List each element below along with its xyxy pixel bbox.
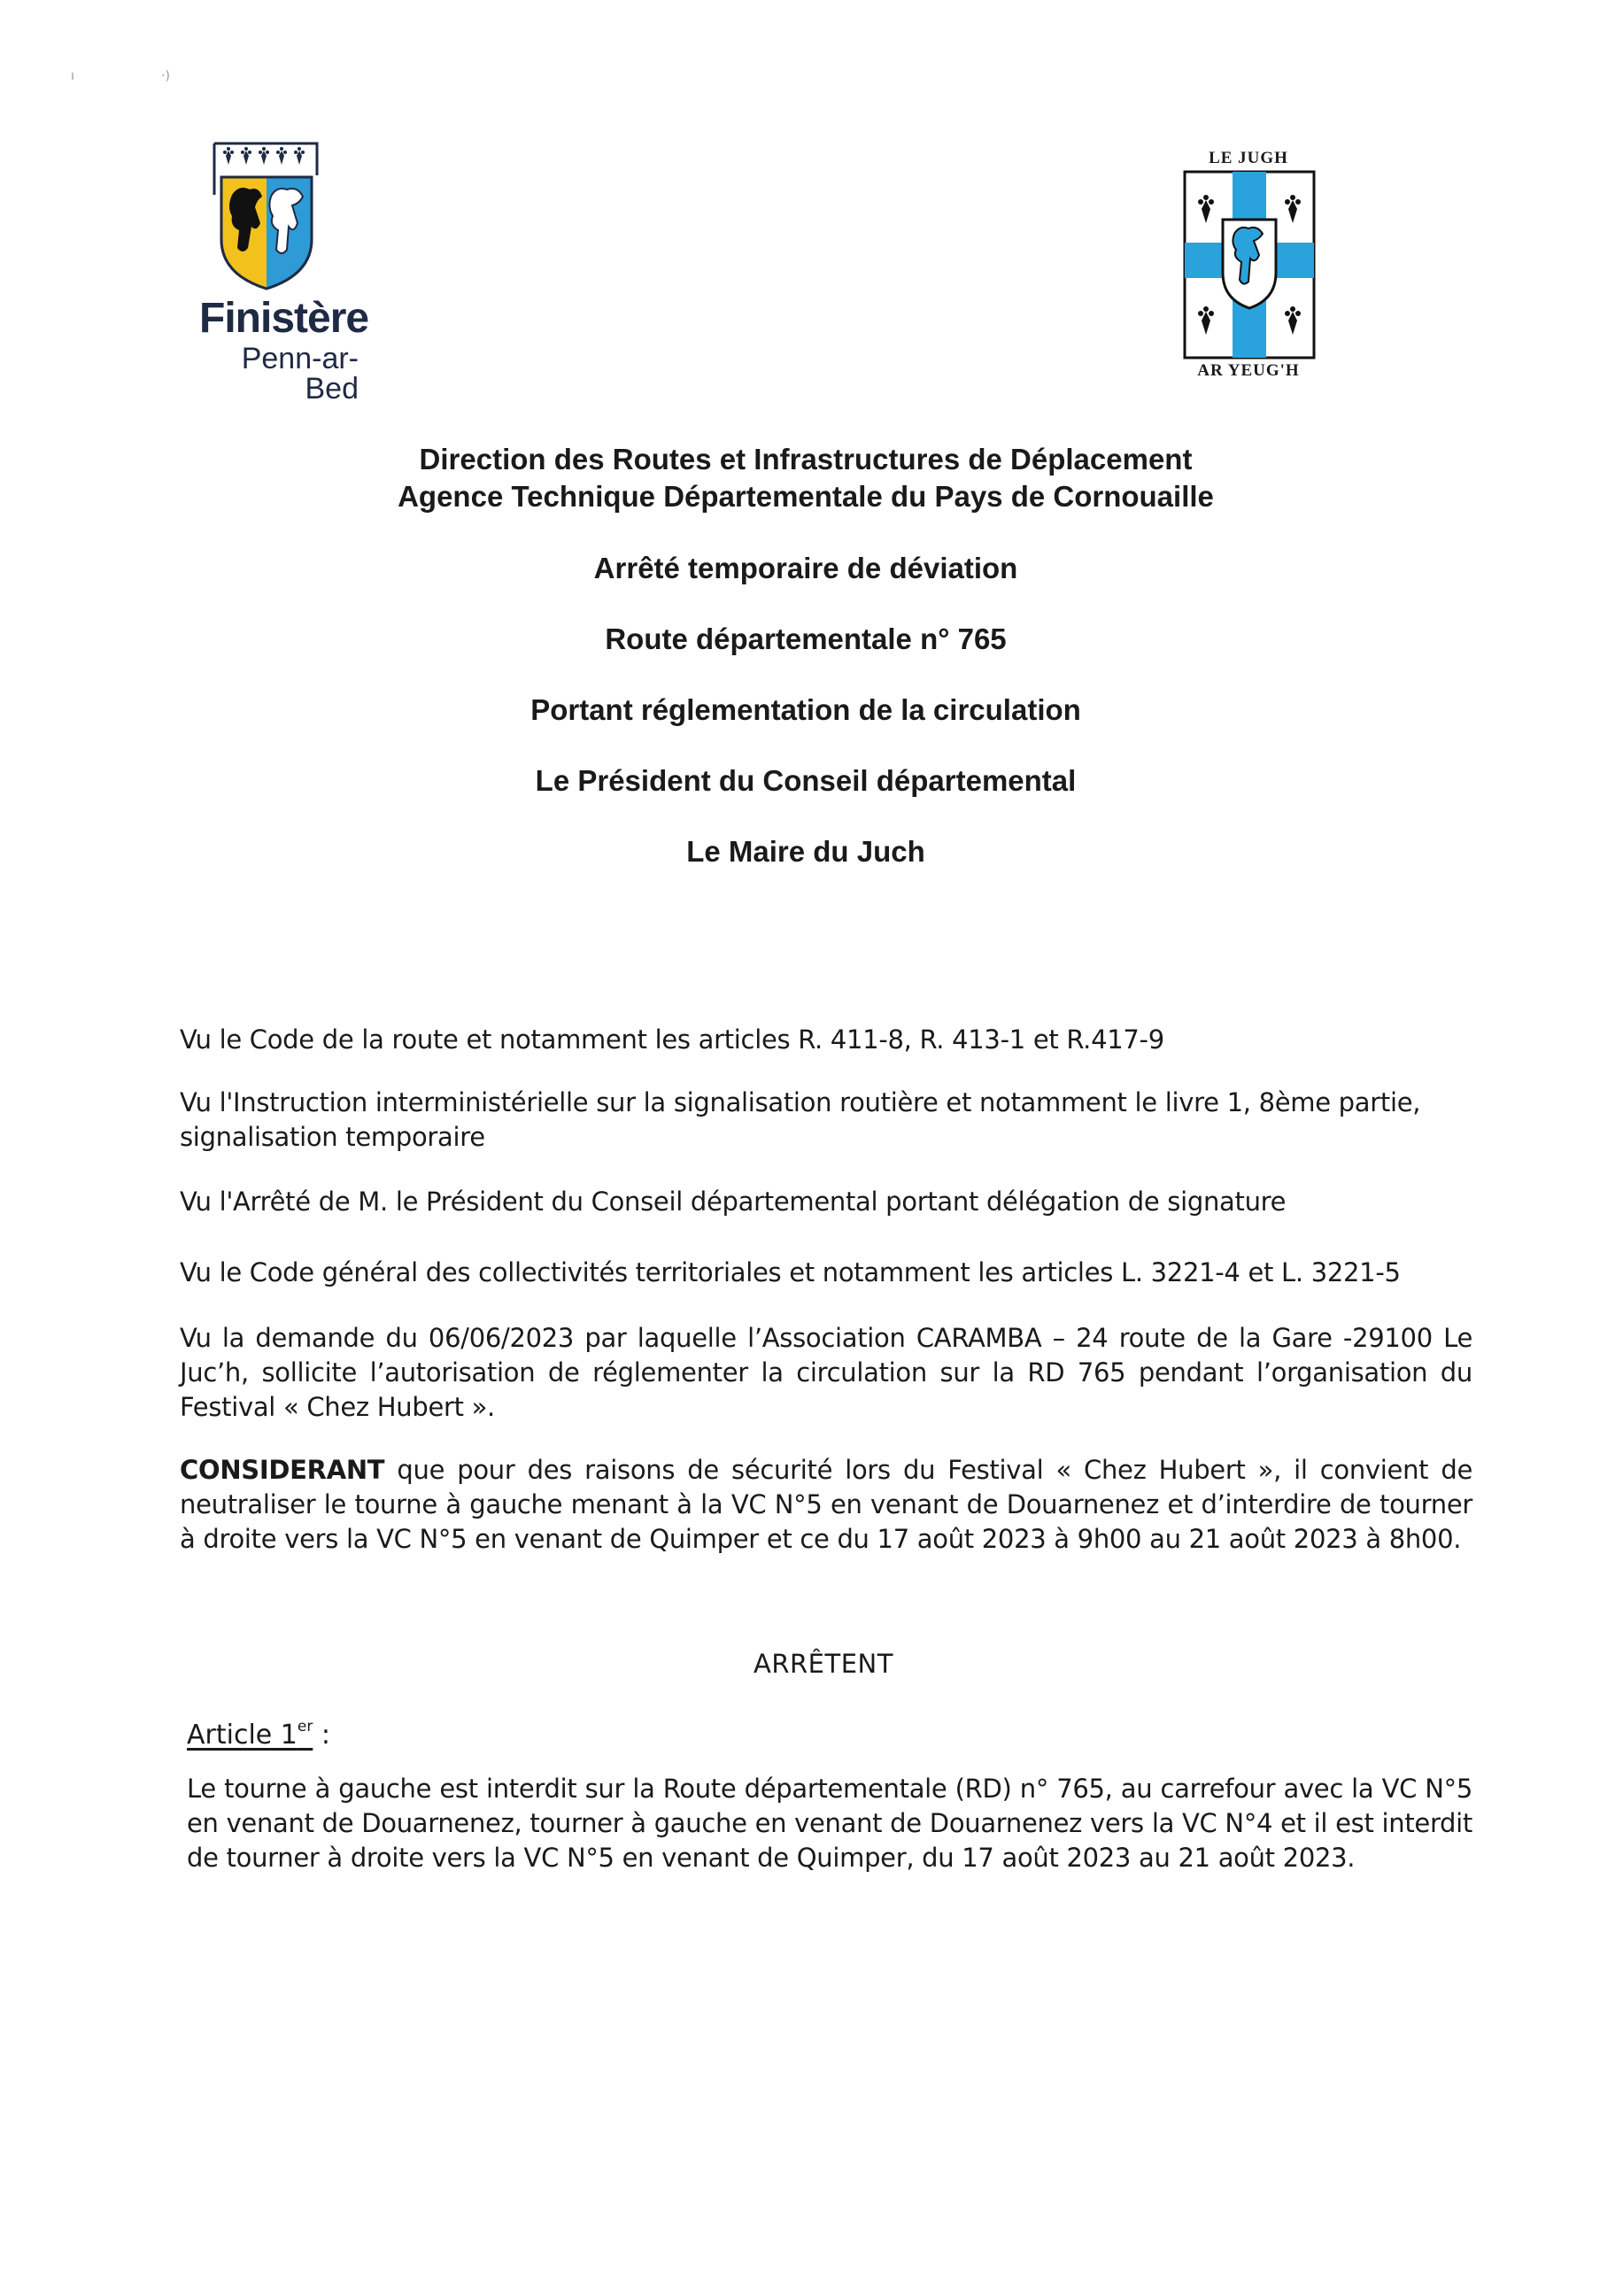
logo-name: Finistère <box>199 295 369 342</box>
le-juch-crest <box>1169 149 1328 388</box>
visa-code-route: Vu le Code de la route et notamment les articles R. 411-8, R. 413-1 et R.417-9 <box>180 1024 1164 1055</box>
article-1-text: Le tourne à gauche est interdit sur la Route départementale (RD) n° 765, au carrefour avec la VC N°5 en venant de Douarnenez, tourner à gauche en venant de Douarnenez vers la VC N°4 et il est interdit de tourner à droite vers la VC N°5 en venant de Quimper, du 17 août 2023 au 21 août 2023. <box>187 1774 1472 1873</box>
decision-heading: ARRÊTENT <box>754 1649 893 1679</box>
crest-bottom-text: AR YEUG'H <box>1197 361 1300 380</box>
visa-demande: Vu la demande du 06/06/2023 par laquelle l’Association CARAMBA – 24 route de la Gare -29100 Le Juc’h, sollicite l’autorisation de réglementer la circulation sur la RD 765 pendant l’organisation du Festival « Chez Hubert ». <box>180 1323 1472 1422</box>
header-decree-type: Arrêté temporaire de déviation <box>593 552 1018 584</box>
considerant-text: que pour des raisons de sécurité lors du Festival « Chez Hubert », il convient de neutraliser le tourne à gauche menant à la VC N°5 en venant de Douarnenez et d’interdire de tourner à droite vers la VC N°5 en venant de Quimper et ce du 17 août 2023 à 9h00 au 21 août 2023 à 8h00. <box>180 1455 1472 1554</box>
article-1-sup: er <box>297 1718 313 1736</box>
le-juch-shield-icon <box>1183 170 1316 359</box>
header-agency: Agence Technique Départementale du Pays de Cornouaille <box>398 480 1214 513</box>
considerant-paragraph <box>180 1453 1472 1557</box>
finistere-shield-icon <box>213 142 319 292</box>
finistere-wordmark <box>199 295 369 406</box>
article-1-title: Article 1 <box>187 1720 298 1751</box>
logo-subtitle: Penn-ar-Bed <box>241 342 359 406</box>
scan-mark: ı <box>71 69 74 83</box>
visa-collectivites: Vu le Code général des collectivités territoriales et notamment les articles L. 3221-4 et L. 3221-5 <box>180 1257 1401 1287</box>
considerant-label: CONSIDERANT <box>180 1455 385 1485</box>
header-subject: Portant réglementation de la circulation <box>530 693 1081 726</box>
document-header <box>177 441 1434 870</box>
header-road: Route départementale n° 765 <box>605 622 1007 655</box>
finistere-logo <box>199 142 394 406</box>
article-1-colon: : <box>313 1720 330 1751</box>
visa-delegation: Vu l'Arrêté de M. le Président du Conseil départemental portant délégation de signature <box>180 1187 1287 1217</box>
scan-mark: ·) <box>161 69 170 83</box>
article-1-heading <box>187 1720 330 1751</box>
crest-top-text: LE JUGH <box>1209 149 1288 167</box>
header-direction: Direction des Routes et Infrastructures de Déplacement <box>419 443 1193 475</box>
header-mayor: Le Maire du Juch <box>686 835 925 868</box>
visa-instruction: Vu l'Instruction interministérielle sur la signalisation routière et notamment le livre 1, 8ème partie, signalisation temporaire <box>180 1087 1421 1152</box>
header-president: Le Président du Conseil départemental <box>535 764 1077 797</box>
